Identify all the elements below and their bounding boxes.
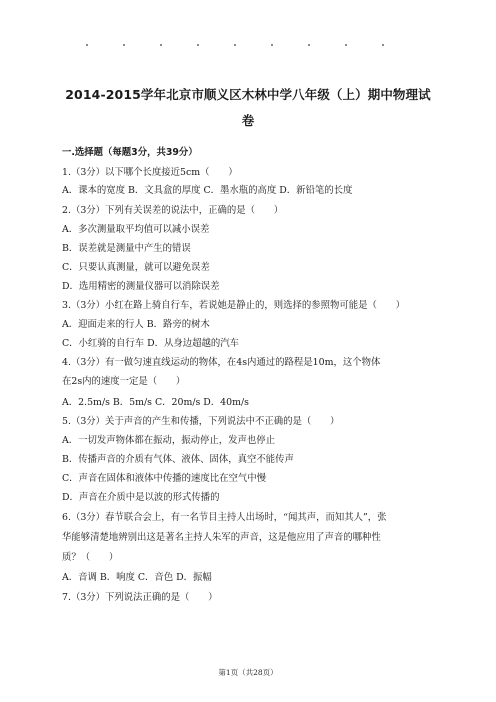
question-7: 7.（3分）下列说法正确的是（ ） xyxy=(62,592,218,603)
dot xyxy=(345,44,347,46)
option-line: A．2.5m/s B．5m/s C．20m/s D．40m/s xyxy=(62,397,249,408)
option-line: A．音调 B．响度 C．音色 D．振幅 xyxy=(62,572,212,583)
option-line: D．选用精密的测量仪器可以消除误差 xyxy=(62,281,220,292)
header-dots xyxy=(0,44,496,50)
dot xyxy=(271,44,273,46)
title-line-1: 2014-2015学年北京市顺义区木林中学八年级（上）期中物理试 xyxy=(65,87,431,102)
question-6-cont: 华能够清楚地辨别出这是著名主持人朱军的声音，这是他应用了声音的哪种性 xyxy=(62,532,381,543)
option-line: B．误差就是测量中产生的错误 xyxy=(62,243,191,254)
option-line: C．小红骑的自行车 D．从身边超越的汽车 xyxy=(62,338,240,349)
option-line: A．多次测量取平均值可以减小误差 xyxy=(62,224,210,235)
option-line: A．迎面走来的行人 B．路旁的树木 xyxy=(62,319,210,330)
dot xyxy=(123,44,125,46)
question-4-cont: 在2s内的速度一定是（ ） xyxy=(62,376,186,387)
option-line: C．只要认真测量，就可以避免误差 xyxy=(62,262,210,273)
page-footer: 第1页（共28页） xyxy=(218,668,278,677)
dot xyxy=(160,44,162,46)
question-6: 6.（3分）春节联合会上，有一名节目主持人出场时，“闻其声，而知其人”，张 xyxy=(62,512,387,523)
title-line-2: 卷 xyxy=(241,113,255,128)
dot xyxy=(86,44,88,46)
option-line: C．声音在固体和液体中传播的速度比在空气中慢 xyxy=(62,473,267,484)
dot xyxy=(308,44,310,46)
question-2: 2.（3分）下列有关误差的说法中，正确的是（ ） xyxy=(62,205,284,216)
dot xyxy=(197,44,199,46)
option-line: A．课本的宽度 B．文具盒的厚度 C．墨水瓶的高度 D．新铅笔的长度 xyxy=(62,185,353,196)
question-4: 4.（3分）有一做匀速直线运动的物体，在4s内通过的路程是10m，这个物体 xyxy=(62,357,381,368)
question-6-cont: 质？（ ） xyxy=(62,552,119,563)
question-5: 5.（3分）关于声音的产生和传播，下列说法中不正确的是（ ） xyxy=(62,416,340,427)
option-line: D．声音在介质中是以波的形式传播的 xyxy=(62,492,220,503)
option-line: A．一切发声物体都在振动，振动停止，发声也停止 xyxy=(62,435,276,446)
dot xyxy=(234,44,236,46)
page-title xyxy=(58,82,438,134)
option-line: B．传播声音的介质有气体、液体、固体，真空不能传声 xyxy=(62,454,294,465)
dot xyxy=(382,44,384,46)
question-3: 3.（3分）小红在路上骑自行车，若说她是静止的，则选择的参照物可能是（ ） xyxy=(62,300,406,311)
question-1: 1.（3分）以下哪个长度接近5cm（ ） xyxy=(62,167,238,178)
section-heading: 一.选择题（每题3分，共39分） xyxy=(62,147,198,158)
